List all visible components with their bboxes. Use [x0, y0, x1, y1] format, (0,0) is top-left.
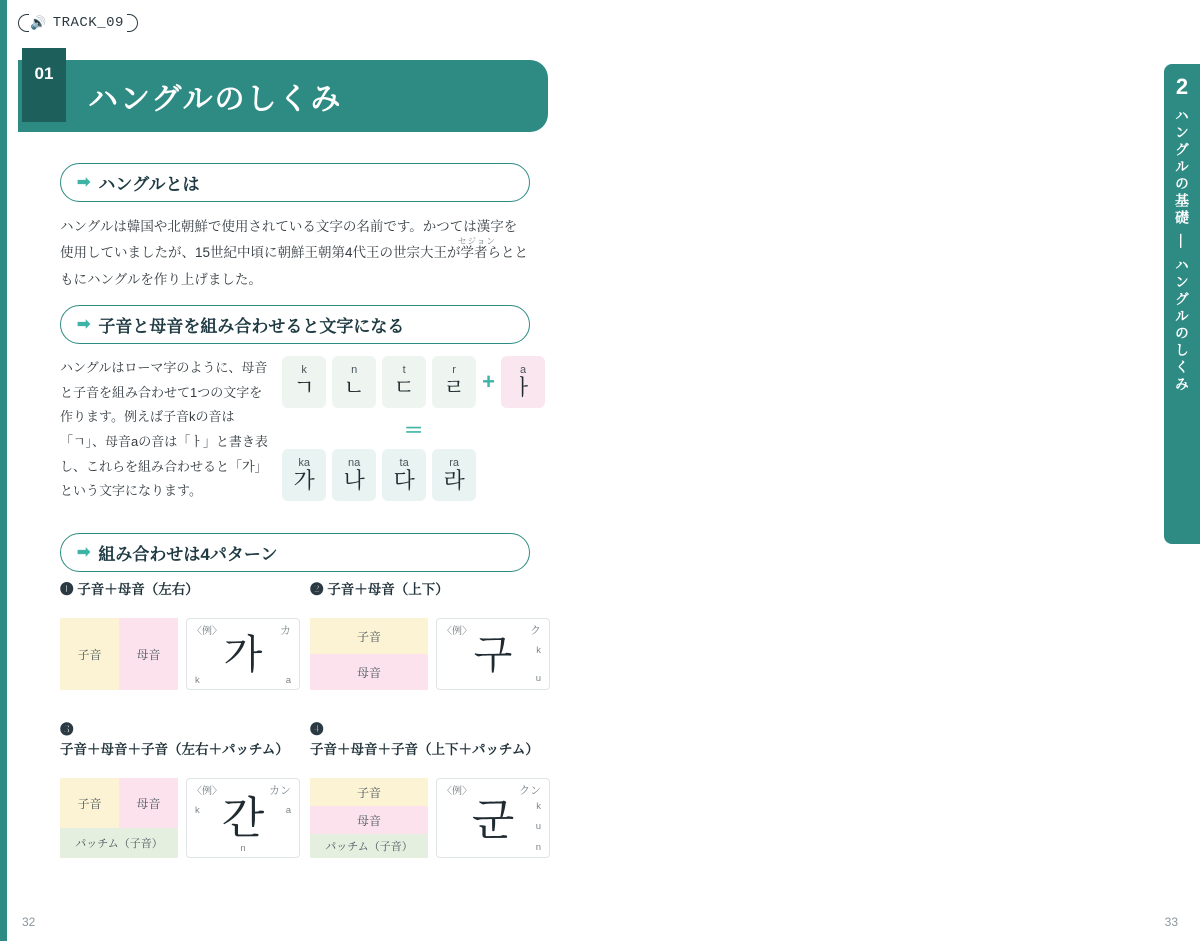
section1-heading	[60, 163, 530, 202]
jamo-glyph: ㄹ	[443, 374, 465, 400]
side-tab	[1164, 64, 1200, 544]
syllable-roman: ra	[449, 456, 460, 469]
equals-sign: ＝	[403, 420, 424, 442]
section2-body: ハングルはローマ字のように、母音と子音を組み合わせて1つの文字を作ります。例えば子音kの音は「ㄱ」、母音aの音は「ㅏ」と書き表し、これらを組み合わせると「가」という文字になります。	[60, 360, 268, 499]
example-glyph: 구	[473, 633, 513, 677]
arrow-right-icon: ➡	[77, 173, 91, 191]
pattern-example	[186, 618, 300, 690]
pattern-card	[60, 578, 300, 690]
jamo-row	[282, 356, 545, 408]
pattern-label: 子音＋母音（上下）	[327, 582, 449, 597]
jamo-tile-vowel	[501, 356, 545, 408]
pattern-title	[310, 578, 550, 598]
side-tab-number: 2	[1175, 74, 1189, 99]
jamo-roman: t	[402, 363, 406, 376]
pattern-label: 子音＋母音＋子音（左右＋パッチム）	[60, 742, 289, 757]
syllable-glyph: 다	[393, 467, 415, 493]
syllable-row	[282, 449, 545, 501]
pattern-cell-consonant: 子音	[310, 778, 428, 806]
right-page	[600, 0, 1200, 941]
pattern-cell-consonant: 子音	[60, 778, 119, 828]
example-glyph: 군	[471, 796, 515, 845]
example-mark: k	[195, 675, 200, 686]
pattern-cell-vowel: 母音	[310, 654, 428, 690]
section2-heading-text: 子音と母音を組み合わせると文字になる	[98, 317, 405, 336]
chapter-header	[18, 60, 548, 132]
syllable-glyph: 가	[293, 467, 315, 493]
pattern-cell-consonant: 子音	[60, 618, 119, 690]
example-glyph: 간	[221, 794, 265, 843]
pattern-card	[310, 578, 550, 690]
jamo-glyph: ㅏ	[512, 374, 534, 400]
pattern-cell-consonant: 子音	[310, 618, 428, 654]
example-mark: a	[285, 805, 291, 816]
jamo-glyph: ㄷ	[393, 374, 415, 400]
pattern-cell-batchim: パッチム（子音）	[310, 834, 428, 858]
syllable-tile	[282, 449, 326, 501]
jamo-roman: n	[351, 363, 358, 376]
section3-heading	[60, 533, 530, 572]
page-number-right: 33	[1164, 915, 1178, 929]
jamo-glyph: ㄱ	[293, 374, 315, 400]
syllable-glyph: 나	[343, 467, 365, 493]
section1-body: ハングルは韓国や北朝鮮で使用されている文字の名前です。かつては漢字を使用していましたが、15世紀中頃に朝鮮王朝第4代王の世宗大王が学者らとともにハングルを作り上げました。	[60, 219, 529, 287]
pattern-example	[436, 618, 550, 690]
syllable-tile	[332, 449, 376, 501]
pattern-cell-vowel: 母音	[310, 806, 428, 834]
syllable-roman: na	[348, 456, 361, 469]
pattern-example	[436, 778, 550, 858]
section-four-patterns	[60, 533, 545, 854]
pattern-card	[60, 718, 300, 858]
jamo-tile	[332, 356, 376, 408]
syllable-tile	[382, 449, 426, 501]
pattern-number: ❹	[310, 722, 324, 737]
jamo-tile	[432, 356, 476, 408]
syllable-tile	[432, 449, 476, 501]
spine-accent	[0, 0, 7, 941]
pattern-number: ❷	[310, 582, 324, 597]
example-kana: ク	[530, 625, 541, 637]
example-label: 〈例〉	[192, 786, 222, 797]
track-label: TRACK_09	[52, 15, 124, 31]
section3-heading-text: 組み合わせは4パターン	[98, 545, 278, 564]
syllable-roman: ka	[298, 456, 310, 469]
pattern-number: ❶	[60, 582, 74, 597]
pattern-number: ❸	[60, 722, 74, 737]
section2-heading	[60, 305, 530, 344]
speaker-icon: 🔊	[30, 15, 47, 30]
arrow-right-icon: ➡	[77, 543, 91, 561]
example-mark: u	[535, 821, 541, 832]
section1-ruby: セジョン	[458, 236, 496, 246]
chapter-number: 01	[22, 48, 66, 122]
example-mark: k	[195, 805, 200, 816]
example-kana: カ	[280, 625, 291, 637]
example-mark: k	[536, 801, 541, 812]
section1-heading-text: ハングルとは	[98, 175, 200, 194]
section-hangul-toha	[60, 163, 545, 293]
pattern-label: 子音＋母音（左右）	[77, 582, 199, 597]
page-number-left: 32	[22, 915, 36, 929]
syllable-glyph: 라	[443, 467, 465, 493]
pattern-cell-vowel: 母音	[119, 618, 178, 690]
example-mark: u	[535, 673, 541, 684]
pattern-cell-vowel: 母音	[119, 778, 178, 828]
arrow-right-icon: ➡	[77, 315, 91, 333]
example-kana: カン	[269, 785, 291, 797]
pattern-title	[310, 718, 550, 758]
jamo-roman: a	[519, 363, 527, 376]
jamo-roman: r	[452, 363, 456, 376]
section-jamo-combine	[60, 305, 545, 504]
example-label: 〈例〉	[442, 626, 472, 637]
pattern-label: 子音＋母音＋子音（上下＋パッチム）	[310, 742, 539, 757]
pattern-cell-batchim: パッチム（子音）	[60, 828, 178, 858]
example-kana: クン	[519, 785, 541, 797]
jamo-tile	[282, 356, 326, 408]
example-glyph: 가	[223, 633, 263, 677]
pattern-title	[60, 718, 300, 758]
pattern-card	[310, 718, 550, 858]
example-label: 〈例〉	[192, 626, 222, 637]
pattern-title	[60, 578, 300, 598]
example-mark: n	[240, 843, 246, 854]
side-tab-text: ハングルの基礎 ― ハングルのしくみ	[1174, 108, 1190, 394]
chapter-title: ハングルのしくみ	[88, 83, 343, 116]
jamo-tile	[382, 356, 426, 408]
example-mark: a	[285, 675, 291, 686]
plus-sign: +	[482, 369, 495, 394]
example-mark: n	[535, 842, 541, 853]
example-label: 〈例〉	[442, 786, 472, 797]
track-badge	[18, 12, 138, 34]
pattern-example	[186, 778, 300, 858]
jamo-glyph: ㄴ	[343, 374, 365, 400]
jamo-roman: k	[301, 363, 307, 376]
syllable-roman: ta	[399, 456, 409, 469]
example-mark: k	[536, 645, 541, 656]
